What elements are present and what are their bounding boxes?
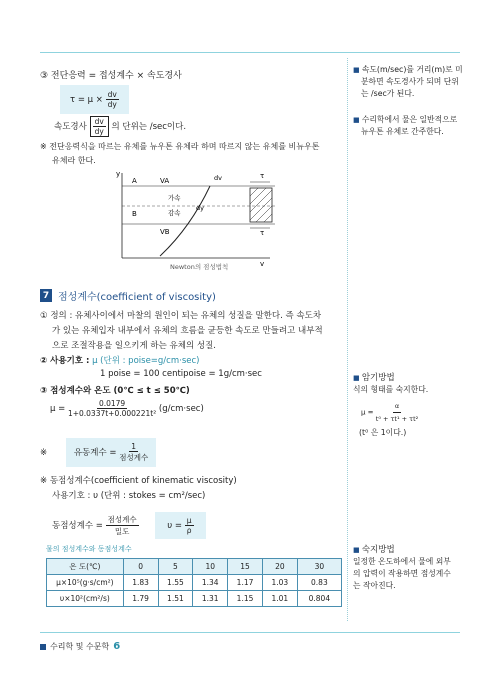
fig-label-dy: dy (196, 204, 204, 212)
page-footer (40, 641, 120, 652)
table-row: μ×10⁵(g·s/cm²) 1.83 1.55 1.34 1.17 1.03 0.83 (47, 575, 342, 591)
fig-label-va: VA (160, 177, 170, 185)
figure-caption: Newton의 점성법칙 (170, 263, 229, 271)
footer-label: 수리학 및 수문학 (50, 642, 110, 651)
fig-label-b: B (132, 210, 137, 218)
kinematic-symbol: 사용기호 : υ (단위 : stokes = cm²/sec) (52, 491, 206, 501)
fig-label-dv: dv (214, 174, 222, 182)
shear-formula: τ = μ × $\frac{dv}{dy}$ (60, 85, 129, 114)
newton-viscosity-figure (110, 168, 280, 268)
temperature-heading: ③ 점성계수와 온도 (0℃ ≤ t ≤ 50℃) (40, 386, 190, 396)
fig-label-vb: VB (160, 228, 170, 236)
fig-label-tau-bottom: τ (260, 229, 265, 237)
fig-label-tau-top: τ (260, 172, 265, 180)
definition-line1: ① 정의 : 유체사이에서 마찰의 원인이 되는 유체의 성질을 말한다. 즉 속도차 (40, 311, 322, 321)
poise-definition: 1 poise = 100 centipoise = 1g/cm·sec (100, 369, 262, 379)
side-note-2: ■ 수리학에서 물은 일반적으로 뉴우톤 유체로 간주한다. (353, 114, 457, 138)
table-row: υ×10²(cm²/s) 1.79 1.51 1.31 1.15 1.01 0.804 (47, 591, 342, 607)
kinematic-formula: 동점성계수 = $\frac{\text{점성계수}}{\text{밀도}}$ υ = $\frac{\mu}{\rho}$ (52, 512, 206, 539)
symbol-line: ② 사용기호 : μ (단위 : poise=g/cm·sec) (40, 356, 200, 366)
velocity-gradient-unit: 속도경사 $\frac{dv}{dy}$ 의 단위는 /sec이다. (54, 117, 187, 136)
page-number: 6 (113, 641, 121, 652)
fig-label-a: A (132, 177, 137, 185)
fluidity-formula: ※ 유동계수 = $\frac{1}{\text{점성계수}}$ (40, 438, 156, 467)
table-header-row: 온 도(℃) 0 5 10 15 20 30 (47, 559, 342, 575)
shear-heading: ③ 전단응력 = 접성계수 × 속도경사 (40, 71, 182, 81)
table-caption: 물의 점성계수와 동점성계수 (46, 545, 132, 553)
section-7-heading: 7 점성계수(coefficient of viscosity) (40, 288, 216, 303)
side-divider (347, 58, 348, 621)
viscosity-table (46, 558, 342, 607)
newtonian-note-line1: ※ 전단응력식을 따르는 유체를 뉴우톤 유체라 하며 따르지 않는 유체를 비뉴우톤 (40, 142, 320, 151)
top-rule (40, 52, 460, 53)
definition-line2: 가 있는 유체입자 내부에서 유체의 흐름을 균등한 속도로 만들려고 내부적 (52, 326, 323, 336)
fig-label-y: y (116, 170, 121, 178)
side-note-memorize: ■ 암기방법 식의 형태를 숙지한다. μ = $\frac{\alpha}{\text{t⁰ + τt¹ + τt²}}$ (t⁰ 은 1이다.) (353, 372, 428, 439)
fig-label-v: v (260, 260, 265, 268)
definition-line3: 으로 조절작용을 일으키게 하는 유체의 성질. (52, 341, 217, 351)
viscosity-temperature-formula: μ = $\frac{0.0179}{\text{1+0.0337t+0.000221t²}}$ (g/cm·sec) (50, 399, 204, 418)
side-note-1: ■ 속도(m/sec)를 거리(m)로 미 분하면 속도경사가 되며 단위 는 /sec가 된다. (353, 64, 463, 100)
side-note-familiarize: ■ 숙지방법 일정한 온도하에서 물에 외부 의 압력이 작용하면 점성계수 는 작아진다. (353, 544, 451, 592)
footer-square-icon (40, 644, 46, 650)
newtonian-note-line2: 유체라 한다. (52, 156, 96, 165)
bottom-rule (40, 632, 460, 633)
fig-label-decel: 감속 (168, 209, 181, 217)
fig-label-accel: 가속 (168, 194, 181, 202)
kinematic-heading: ※ 동점성계수(coefficient of kinematic viscosity) (40, 476, 237, 486)
